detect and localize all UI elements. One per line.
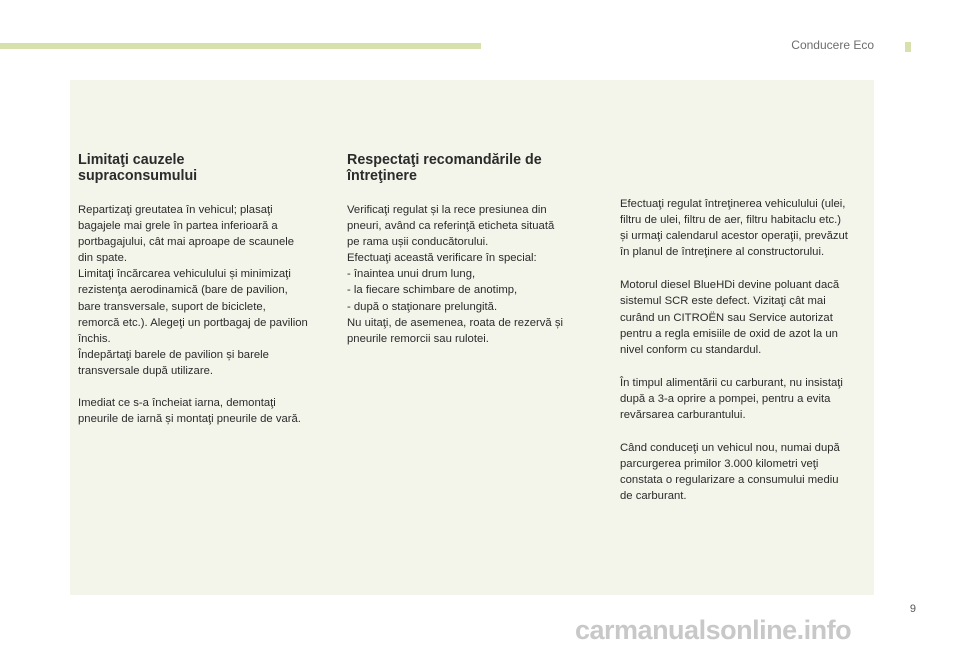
header-marker bbox=[905, 42, 911, 52]
page-number: 9 bbox=[909, 603, 916, 615]
paragraph-tyre-pressure: Verificaţi regulat și la rece presiunea din pneuri, având ca referinţă eticheta situată pe rama ușii conducătorului. Efectuaţi această verificare în special: - înaintea unui drum lung, - la fiecare schimbare de anotimp, - după o staţionare prelungită. Nu uitaţi, de asemenea, roata de rezervă și pneurile remorcii sau rulotei. bbox=[347, 204, 564, 345]
paragraph-winter-tyres: Imediat ce s-a încheiat iarna, demontaţi pneurile de iarnă și montaţi pneurile de vară. bbox=[78, 397, 301, 426]
paragraph-refuelling: În timpul alimentării cu carburant, nu insistaţi după a 3-a oprire a pompei, pentru a evita revărsarea carburantului. bbox=[620, 376, 843, 422]
section-title: Conducere Eco bbox=[791, 38, 874, 52]
paragraph-load-distribution: Repartizaţi greutatea în vehicul; plasaţi bagajele mai grele în partea inferioară a portbagajului, cât mai aproape de scaunele din spate. Limitaţi încărcarea vehiculului și minimizaţi rezistenţa aerodinamică (bare de pavilion, bare transversale, suport de biciclete, remorcă etc.). Alegeţi un portbagaj de pavilion închis. Îndepărtaţi barele de pavilion și barele transversale după utilizare. bbox=[78, 204, 308, 377]
header-accent-bar bbox=[0, 43, 481, 49]
column-maintenance-details bbox=[620, 196, 872, 522]
paragraph-bluehdi-scr: Motorul diesel BlueHDi devine poluant dacă sistemul SCR este defect. Vizitaţi cât mai curând un CITROËN sau Service autorizat pentru a regla emisiile de oxid de azot la un nivel conform cu standardul. bbox=[620, 279, 840, 356]
column-maintenance-recommendations bbox=[347, 152, 579, 363]
paragraph-regular-maintenance: Efectuaţi regulat întreţinerea vehiculului (ulei, filtru de ulei, filtru de aer, filtru habitaclu etc.) și urmaţi calendarul acestor operaţii, prevăzut în planul de întreţinere al constructorului. bbox=[620, 198, 848, 259]
heading-maintenance-recommendations: Respectaţi recomandările de întreţinere bbox=[347, 152, 542, 184]
column-reduce-overconsumption bbox=[78, 152, 330, 443]
watermark: carmanualsonline.info bbox=[575, 615, 852, 645]
heading-reduce-overconsumption: Limitaţi cauzele supraconsumului bbox=[78, 152, 198, 184]
paragraph-new-vehicle: Când conduceţi un vehicul nou, numai după parcurgerea primilor 3.000 kilometri veţi constata o regularizare a consumului mediu de carburant. bbox=[620, 442, 840, 503]
